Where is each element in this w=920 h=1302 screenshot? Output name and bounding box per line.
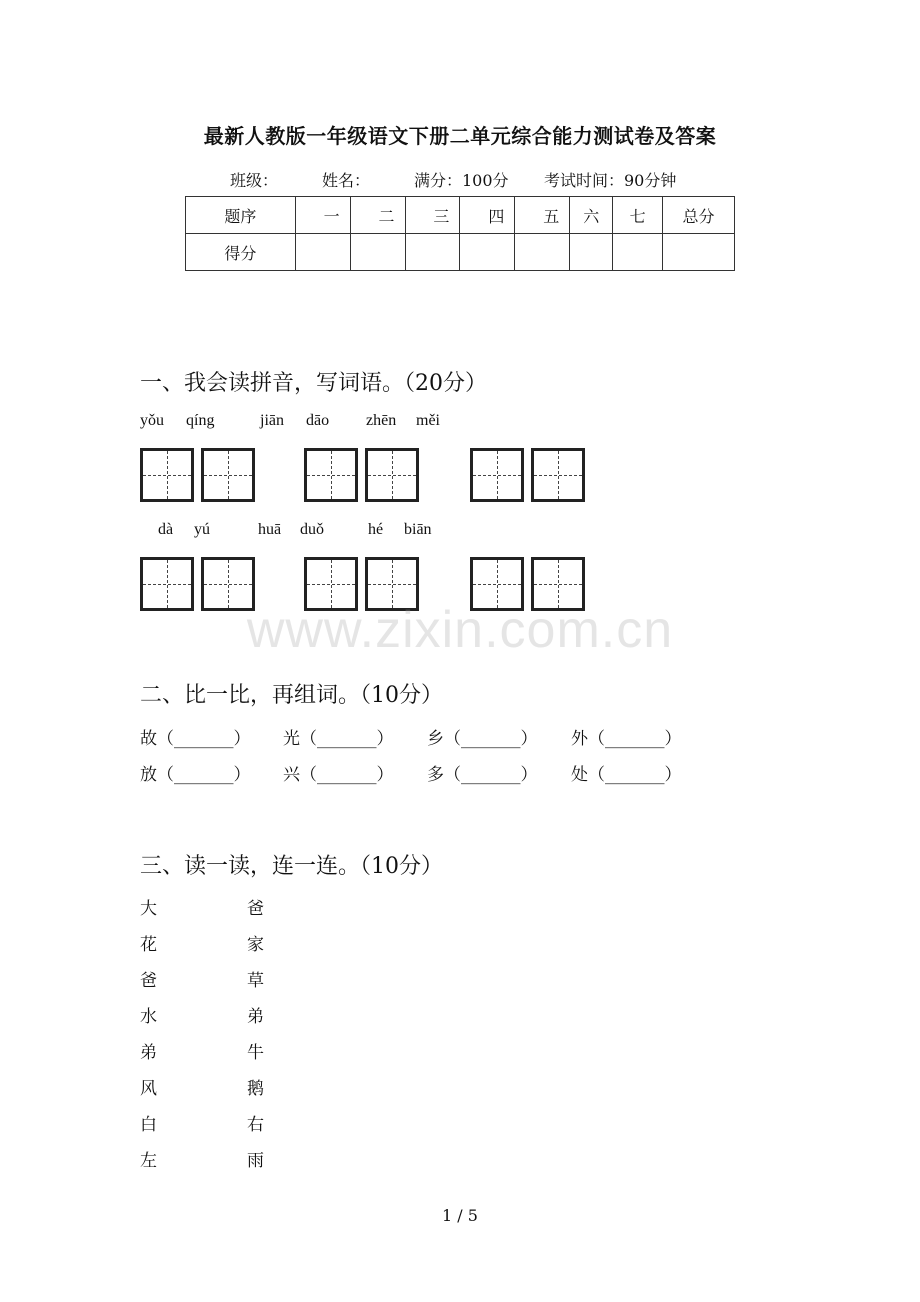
full-score-label: 满分：100分 — [414, 171, 509, 190]
score-table-cell: 五 — [515, 197, 570, 234]
word-blank-item[interactable]: 光（_______） — [283, 729, 394, 749]
writing-grid-box[interactable] — [201, 448, 255, 502]
score-blank-cell[interactable] — [460, 234, 515, 271]
pinyin: dà — [158, 521, 174, 538]
match-left-item[interactable]: 爸 — [140, 971, 157, 991]
score-blank-cell[interactable] — [405, 234, 460, 271]
score-table-cell: 题序 — [186, 197, 296, 234]
section1-title: 一、我会读拼音，写词语。（20分） — [140, 371, 487, 396]
watermark: www.zixin.com.cn — [246, 601, 674, 659]
score-blank-cell[interactable] — [570, 234, 613, 271]
score-table — [185, 196, 735, 271]
score-table-cell: 二 — [350, 197, 405, 234]
match-left-item[interactable]: 花 — [140, 935, 157, 955]
score-table-cell: 四 — [460, 197, 515, 234]
score-table-cell: 六 — [570, 197, 613, 234]
match-left-item[interactable]: 风 — [140, 1079, 157, 1099]
word-blank-item[interactable]: 放（_______） — [140, 765, 251, 785]
match-right-item[interactable]: 家 — [247, 935, 264, 955]
class-label: 班级： — [230, 171, 279, 190]
writing-grid-box[interactable] — [140, 448, 194, 502]
match-right-item[interactable]: 弟 — [247, 1007, 264, 1027]
section3-title: 三、读一读，连一连。（10分） — [140, 854, 443, 879]
name-label: 姓名： — [322, 171, 371, 190]
exam-time-label: 考试时间：90分钟 — [544, 171, 677, 190]
match-left-item[interactable]: 弟 — [140, 1043, 157, 1063]
section2-title: 二、比一比，再组词。（10分） — [140, 683, 443, 708]
match-left-item[interactable]: 白 — [140, 1115, 157, 1135]
score-table-cell: 得分 — [186, 234, 296, 271]
pinyin: měi — [416, 412, 440, 429]
pinyin: biān — [404, 521, 432, 538]
writing-grid-box[interactable] — [531, 448, 585, 502]
page-title: 最新人教版一年级语文下册二单元综合能力测试卷及答案 — [203, 124, 717, 148]
pinyin: duǒ — [300, 521, 324, 538]
match-left-item[interactable]: 大 — [140, 899, 157, 919]
match-right-item[interactable]: 爸 — [247, 899, 264, 919]
word-blank-item[interactable]: 处（_______） — [571, 765, 682, 785]
word-blank-item[interactable]: 多（_______） — [427, 765, 538, 785]
pinyin: yú — [194, 521, 210, 538]
score-blank-cell[interactable] — [515, 234, 570, 271]
pinyin: yǒu — [140, 412, 164, 429]
score-blank-cell[interactable] — [663, 234, 735, 271]
word-blank-item[interactable]: 乡（_______） — [427, 729, 538, 749]
pinyin: hé — [368, 521, 384, 538]
score-blank-cell[interactable] — [295, 234, 350, 271]
match-left-item[interactable]: 水 — [140, 1007, 157, 1027]
match-right-item[interactable]: 雨 — [247, 1151, 264, 1171]
score-table-cell: 七 — [613, 197, 663, 234]
score-blank-cell[interactable] — [350, 234, 405, 271]
match-right-item[interactable]: 鹅 — [247, 1079, 264, 1099]
page-number: 1 / 5 — [442, 1206, 478, 1225]
pinyin: dāo — [306, 412, 330, 429]
match-right-item[interactable]: 牛 — [247, 1043, 264, 1063]
score-table-cell: 三 — [405, 197, 460, 234]
writing-grid-box[interactable] — [365, 448, 419, 502]
writing-grid-box[interactable] — [304, 448, 358, 502]
word-blank-item[interactable]: 外（_______） — [571, 729, 682, 749]
match-right-item[interactable]: 草 — [247, 971, 264, 991]
score-table-cell: 总分 — [663, 197, 735, 234]
word-blank-item[interactable]: 兴（_______） — [283, 765, 394, 785]
score-table-header-row — [186, 197, 735, 234]
word-blank-item[interactable]: 故（_______） — [140, 729, 251, 749]
match-right-item[interactable]: 右 — [247, 1115, 264, 1135]
pinyin: huā — [258, 521, 282, 538]
pinyin: zhēn — [366, 412, 397, 429]
score-table-cell: 一 — [295, 197, 350, 234]
writing-grid-box[interactable] — [470, 448, 524, 502]
match-left-item[interactable]: 左 — [140, 1151, 157, 1171]
pinyin: qíng — [186, 412, 215, 429]
score-table-score-row — [186, 234, 735, 271]
pinyin: jiān — [260, 412, 284, 429]
score-blank-cell[interactable] — [613, 234, 663, 271]
